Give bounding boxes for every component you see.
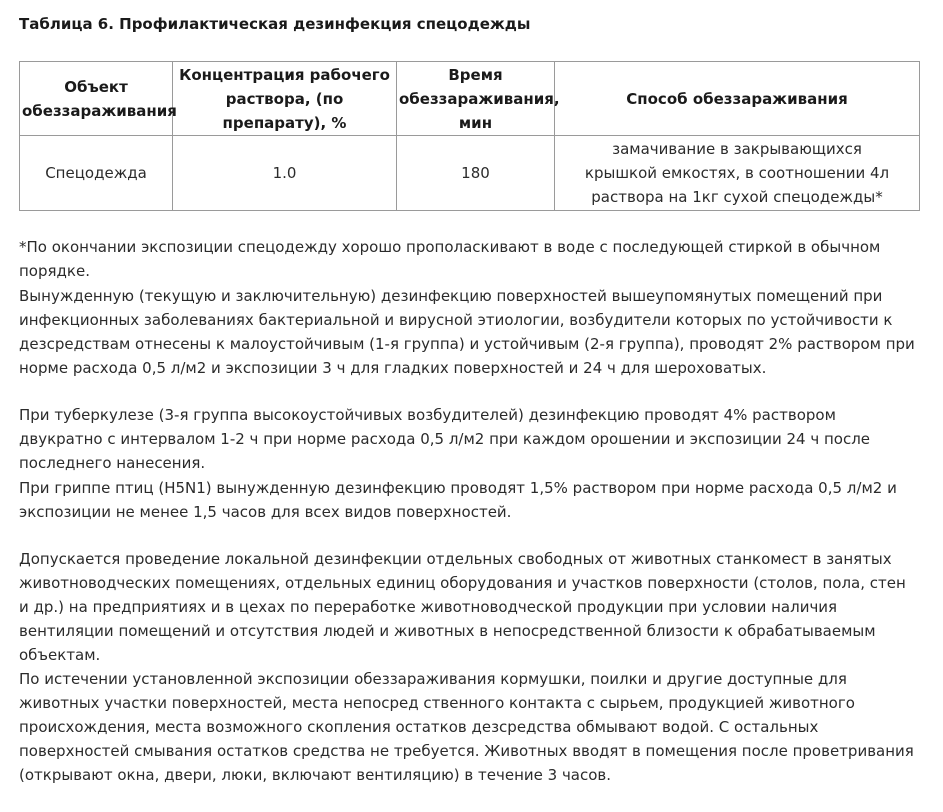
paragraph-tuberculosis: При туберкулезе (3-я группа высокоустойчивых возбудителей) дезинфекцию проводят 4% раствором двукратно с интервалом 1-2 ч при норме расхода 0,5 л/м2 при каждом орошении и экспозиции 24 ч после последнего нанесения. [19,406,871,472]
paragraph-avian-flu: При гриппе птиц (H5N1) вынужденную дезинфекцию проводят 1,5% раствором при норме расхода 0,5 л/м2 и экспозиции не менее 1,5 часов для всех видов поверхностей. [19,479,897,521]
header-method: Способ обеззараживания [555,62,920,136]
footnote-paragraph: *По окончании экспозиции спецодежду хорошо прополаскивают в воде с последующей стиркой в обычном порядке. [19,238,881,280]
cell-object: Спецодежда [20,136,173,211]
table-header-row [20,62,920,136]
header-object: Объект обеззараживания [20,62,173,136]
header-concentration: Концентрация рабочего раствора, (по препарату), % [173,62,397,136]
paragraph-forced-disinfection: Вынужденную (текущую и заключительную) дезинфекцию поверхностей вышеупомянутых помещений при инфекционных заболеваниях бактериальной и вирусной этиологии, возбудители которых по устойчивости к дезсредствам отнесены к малоустойчивым (1-я группа) и устойчивым (2-я группа), проводят 2% раствором при норме расхода 0,5 л/м2 и экспозиции 3 ч для гладких поверхностей и 24 ч для шероховатых. [19,287,915,377]
paragraph-local-disinfection: Допускается проведение локальной дезинфекции отдельных свободных от животных станкомест в занятых животноводческих помещениях, отдельных единиц оборудования и участков поверхности (столов, пола, стен и др.) на предприятиях и в цехах по переработке животноводческой продукции при условии наличия вентиляции помещений и отсутствия людей и животных в непосредственной близости к обрабатываемым объектам. [19,550,906,664]
table-caption: Таблица 6. Профилактическая дезинфекция спецодежды [19,15,531,33]
cell-time: 180 [397,136,555,211]
cell-method: замачивание в закрывающихся крышкой емкостях, в соотношении 4л раствора на 1кг сухой спецодежды* [555,136,920,211]
cell-concentration: 1.0 [173,136,397,211]
table-row [20,136,920,211]
paragraph-after-exposure: По истечении установленной экспозиции обеззараживания кормушки, поилки и другие доступные для животных участки поверхностей, места непосред ственного контакта с сырьем, продукцией животного происхождения, места возможного скопления остатков дезсредства обмывают водой. С остальных поверхностей смывания остатков средства не требуется. Животных вводят в помещения после проветривания (открывают окна, двери, люки, включают вентиляцию) в течение 3 часов. [19,670,914,784]
header-time: Время обеззараживания, мин [397,62,555,136]
disinfection-table [19,61,920,211]
